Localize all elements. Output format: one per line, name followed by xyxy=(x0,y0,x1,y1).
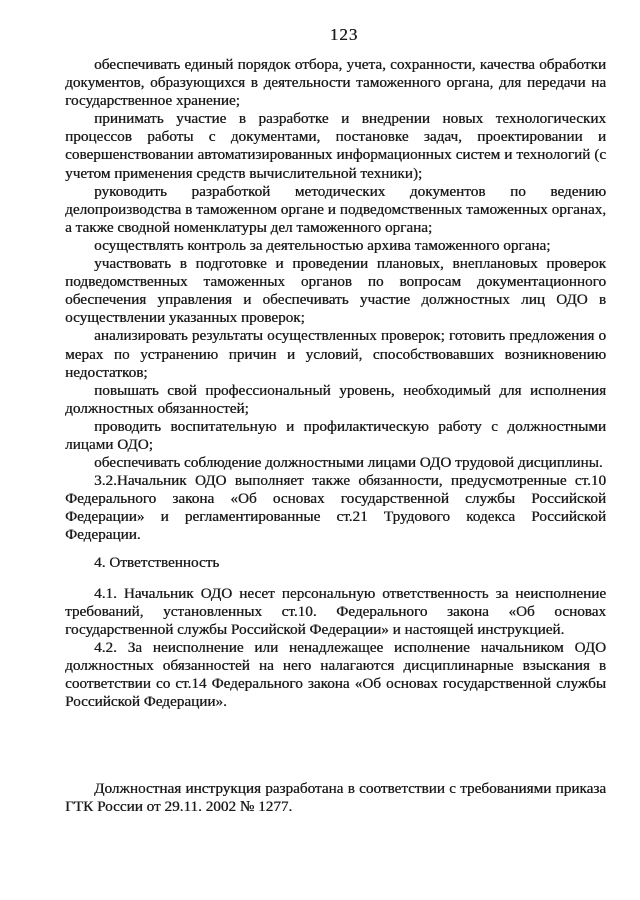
duty-paragraph: анализировать результаты осуществленных проверок; готовить предложения о мерах по устранению причин и условий, способствовавших возникновению недостатков; xyxy=(65,327,606,381)
duty-paragraph: обеспечивать соблюдение должностными лицами ОДО трудовой дисциплины. xyxy=(94,454,603,472)
clause-3-2-paragraph: 3.2.Начальник ОДО выполняет также обязанности, предусмотренные ст.10 Федерального закона «Об основах государственной службы Российской Федерации» и регламентированные ст.21 Трудового кодекса Российской Федерации. xyxy=(65,472,606,544)
duty-paragraph: принимать участие в разработке и внедрении новых технологических процессов работы с документами, постановке задач, проектировании и совершенствовании автоматизированных информационных систем и технологий (с учетом применения средств вычислительной техники); xyxy=(65,110,606,182)
clause-4-1-paragraph: 4.1. Начальник ОДО несет персональную ответственность за неисполнение требований, установленных ст.10. Федерального закона «Об основах государственной службы Российской Федерации» и настоящей инструкцией. xyxy=(65,584,606,638)
section-4-heading: 4. Ответственность xyxy=(94,553,220,571)
duty-paragraph: осуществлять контроль за деятельностью архива таможенного органа; xyxy=(94,236,551,254)
duty-paragraph: проводить воспитательную и профилактическую работу с должностными лицами ОДО; xyxy=(65,417,606,453)
document-body xyxy=(65,56,606,816)
duty-paragraph: руководить разработкой методических документов по ведению делопроизводства в таможенном органе и подведомственных таможенных органах, а также сводной номенклатуры дел таможенного органа; xyxy=(65,182,606,236)
page-number: 123 xyxy=(329,25,359,44)
duty-paragraph: обеспечивать единый порядок отбора, учета, сохранности, качества обработки документов, образующихся в деятельности таможенного органа, для передачи на государственное хранение; xyxy=(65,56,606,110)
duty-paragraph: повышать свой профессиональный уровень, необходимый для исполнения должностных обязанностей; xyxy=(65,381,606,417)
duty-paragraph: участвовать в подготовке и проведении плановых, внеплановых проверок подведомственных таможенных органов по вопросам документационного обеспечения управления и обеспечивать участие должностных лиц ОДО в осуществлении указанных проверок; xyxy=(65,255,606,327)
closing-note: Должностная инструкция разработана в соответствии с требованиями приказа ГТК России от 29.11. 2002 № 1277. xyxy=(65,780,606,816)
clause-4-2-paragraph: 4.2. За неисполнение или ненадлежащее исполнение начальником ОДО должностных обязанностей на него налагаются дисциплинарные взыскания в соответствии со ст.14 Федерального закона «Об основах государственной службы Российской Федерации». xyxy=(65,638,606,711)
